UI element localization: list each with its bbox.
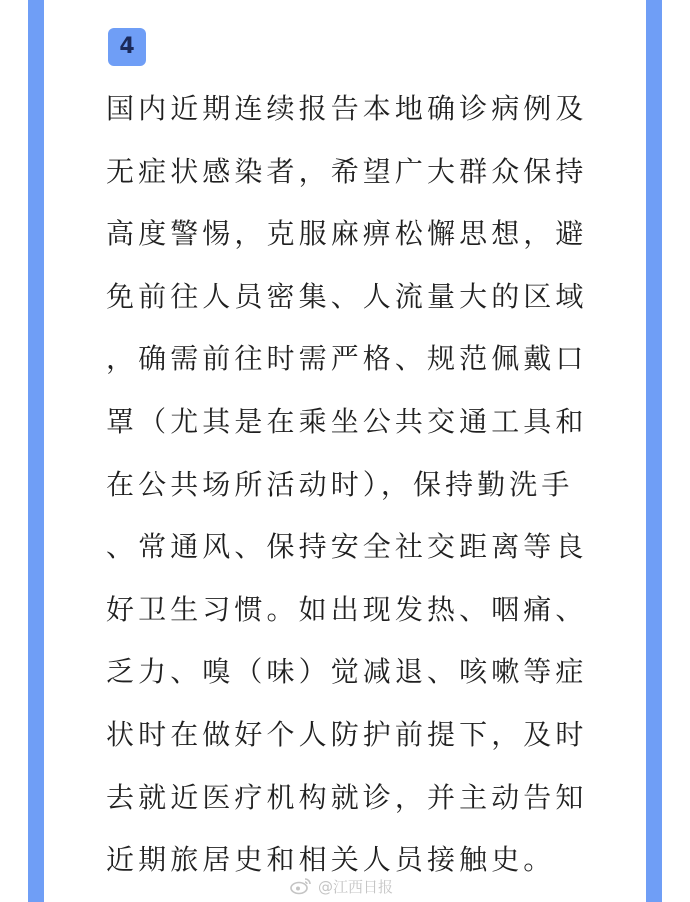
- watermark: [290, 874, 393, 898]
- body-paragraph: [106, 78, 606, 892]
- left-border-bar: [28, 0, 44, 902]
- weibo-icon: [290, 877, 312, 895]
- text-line: 、常通风、保持安全社交距离等良: [106, 530, 588, 564]
- watermark-text: @江西日报: [318, 877, 394, 896]
- text-line: ，确需前往时需严格、规范佩戴口: [106, 342, 588, 376]
- text-line: 状时在做好个人防护前提下，及时: [106, 717, 588, 751]
- text-line: 在公共场所活动时），保持勤洗手: [106, 467, 574, 501]
- text-line: 国内近期连续报告本地确诊病例及: [106, 92, 588, 125]
- text-line: 好卫生习惯。如出现发热、咽痛、: [106, 592, 588, 626]
- text-line: 去就近医疗机构就诊，并主动告知: [106, 780, 588, 814]
- number-badge: 4: [108, 28, 146, 66]
- text-line: 高度警惕，克服麻痹松懈思想，避: [106, 217, 588, 251]
- text-line: 无症状感染者，希望广大群众保持: [106, 154, 588, 188]
- right-border-bar: [646, 0, 662, 902]
- text-line: 罩（尤其是在乘坐公共交通工具和: [106, 404, 588, 438]
- text-line: 免前往人员密集、人流量大的区域: [106, 279, 588, 313]
- text-line: 近期旅居史和相关人员接触史。: [106, 843, 556, 877]
- text-line: 乏力、嗅（味）觉减退、咳嗽等症: [106, 655, 588, 689]
